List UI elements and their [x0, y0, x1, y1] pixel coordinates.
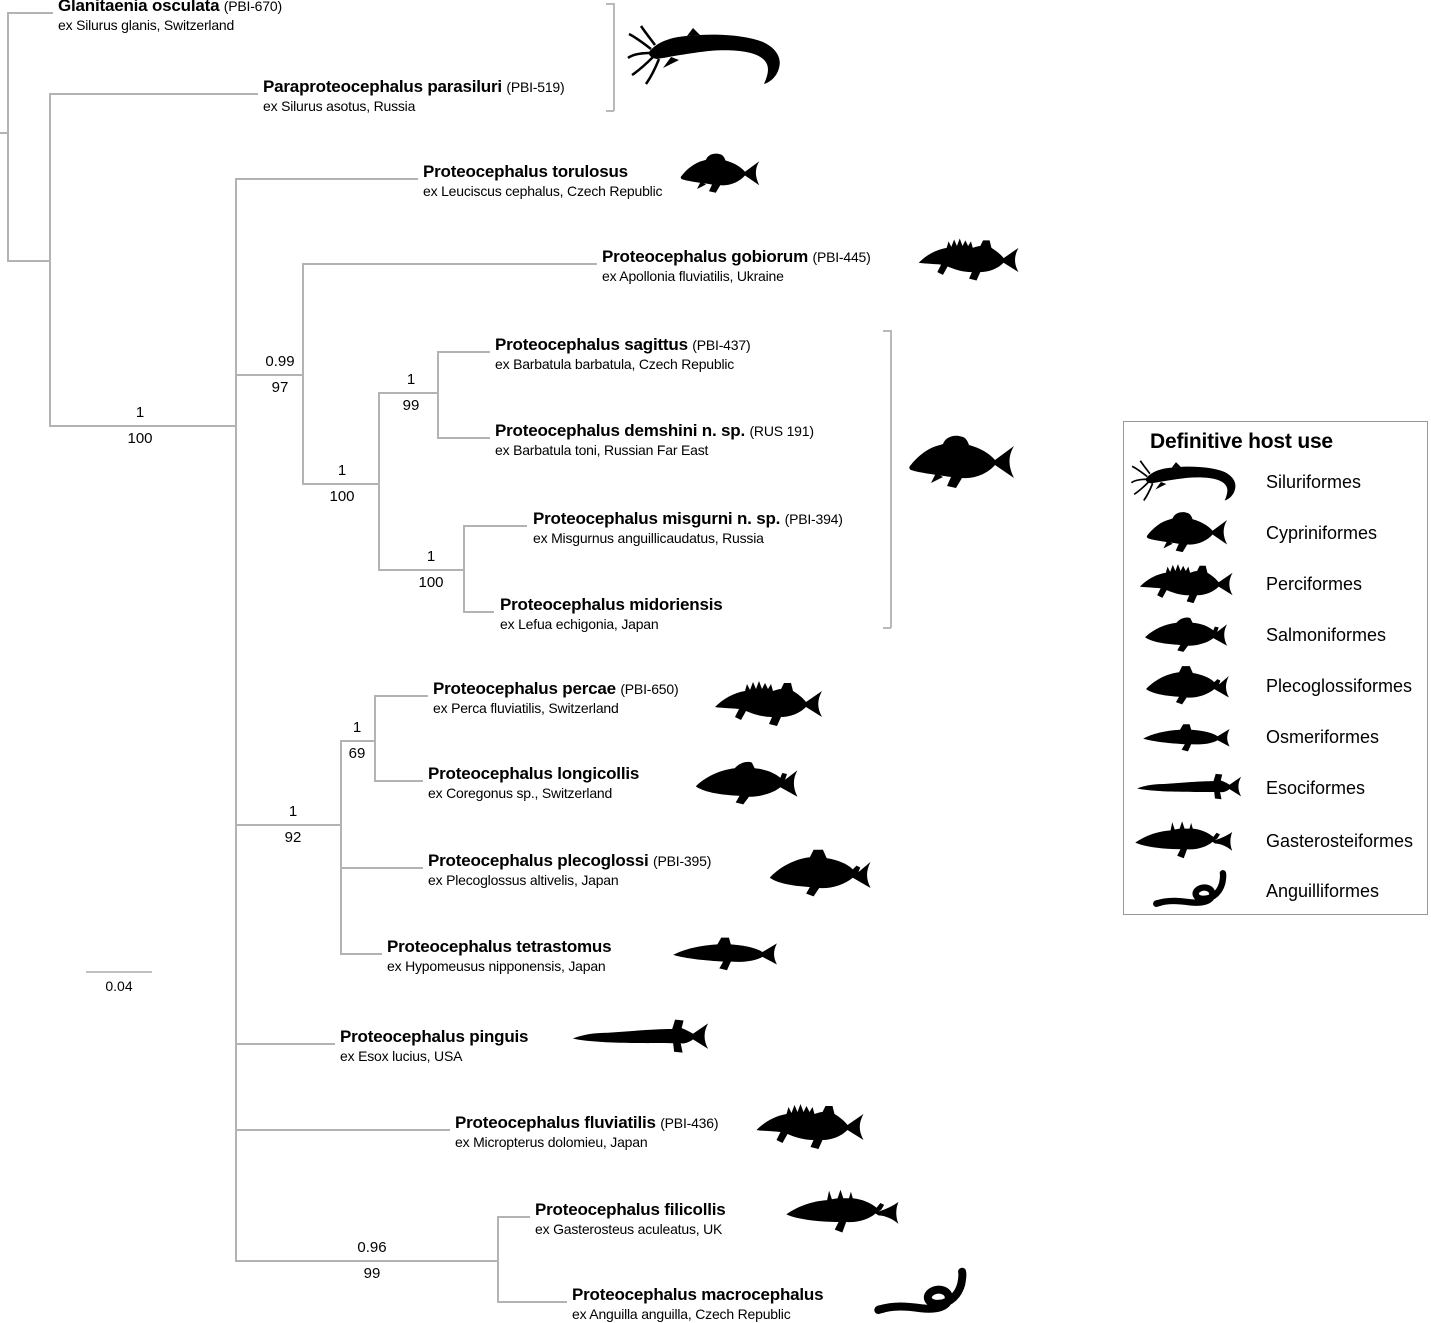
clade-bracket	[883, 627, 891, 629]
isolate-code: (PBI-436)	[660, 1115, 719, 1131]
siluriformes-icon	[626, 22, 798, 92]
taxon-label	[433, 680, 678, 716]
tree-edge	[340, 867, 423, 869]
bootstrap-value: 69	[348, 745, 366, 762]
support-values	[258, 803, 328, 846]
host-locality: ex Apollonia fluviatilis, Ukraine	[602, 268, 784, 284]
bootstrap-value: 99	[402, 397, 420, 414]
posterior-probability: 1	[337, 462, 347, 479]
gasterosteiformes-icon	[778, 1184, 920, 1241]
tree-edge	[340, 953, 382, 955]
plecoglossiformes-icon	[748, 846, 896, 902]
cypriniformes-icon	[676, 150, 766, 198]
legend-item-label: Salmoniformes	[1266, 625, 1387, 645]
tree-edge	[437, 437, 490, 439]
scale-bar-label: 0.04	[105, 978, 133, 994]
catfish-silhouette-icon	[1130, 458, 1248, 506]
legend-item-label: Plecoglossiformes	[1266, 676, 1413, 696]
species-name: Proteocephalus demshini n. sp.	[495, 421, 745, 440]
stickleback-silhouette-icon	[1132, 814, 1247, 868]
species-name: Proteocephalus filicollis	[535, 1200, 726, 1219]
isolate-code: (PBI-437)	[692, 337, 751, 353]
bootstrap-value: 97	[271, 379, 289, 396]
host-locality: ex Plecoglossus altivelis, Japan	[428, 872, 619, 888]
posterior-probability: 0.99	[265, 353, 295, 370]
species-name: Proteocephalus misgurni n. sp.	[533, 509, 781, 528]
tree-edge	[497, 1216, 530, 1218]
posterior-probability: 1	[426, 548, 436, 565]
tree-edge	[235, 1129, 450, 1131]
taxon-label	[387, 938, 611, 974]
posterior-probability: 1	[352, 719, 362, 736]
ayu-silhouette-icon	[1134, 663, 1244, 709]
posterior-probability: 0.96	[357, 1239, 387, 1256]
scale-bar	[86, 971, 152, 973]
carp-silhouette-icon	[1138, 510, 1238, 556]
taxon-label	[500, 596, 722, 632]
species-name: Proteocephalus macrocephalus	[572, 1285, 824, 1304]
tree-edge	[235, 178, 418, 180]
tree-edge	[463, 611, 494, 613]
species-name: Proteocephalus midoriensis	[500, 595, 723, 614]
esociformes-icon	[565, 1012, 717, 1064]
bootstrap-value: 100	[418, 574, 444, 591]
bootstrap-value: 92	[284, 829, 302, 846]
clade-bracket	[613, 3, 615, 111]
taxon-label	[423, 163, 662, 199]
host-locality: ex Gasterosteus aculeatus, UK	[535, 1221, 723, 1237]
host-locality: ex Barbatula toni, Russian Far East	[495, 442, 709, 458]
legend-item-label: Perciformes	[1266, 574, 1363, 594]
legend-item-label: Esociformes	[1266, 778, 1366, 798]
tree-edge	[235, 178, 237, 1260]
host-locality: ex Perca fluviatilis, Switzerland	[433, 700, 619, 716]
isolate-code: (PBI-519)	[506, 79, 565, 95]
isolate-code: (PBI-445)	[812, 249, 871, 265]
tree-edge	[7, 12, 53, 14]
legend-box	[1123, 421, 1428, 915]
species-name: Proteocephalus tetrastomus	[387, 937, 612, 956]
salmoniformes-icon	[680, 755, 818, 812]
bootstrap-value: 100	[127, 430, 153, 447]
clade-bracket	[883, 330, 891, 332]
host-locality: ex Leuciscus cephalus, Czech Republic	[423, 183, 663, 199]
legend-item-label: Anguilliformes	[1266, 881, 1380, 901]
taxon-label	[428, 765, 639, 801]
tree-edge	[497, 1301, 567, 1303]
support-values	[396, 548, 466, 591]
posterior-probability: 1	[406, 371, 416, 388]
tree-edge	[302, 263, 597, 265]
host-locality: ex Silurus glanis, Switzerland	[58, 17, 235, 33]
anguilliformes-icon	[873, 1267, 971, 1321]
host-locality: ex Barbatula barbatula, Czech Republic	[495, 356, 735, 372]
support-values	[322, 719, 392, 762]
cypriniformes-icon	[903, 430, 1023, 496]
isolate-code: (RUS 191)	[749, 423, 814, 439]
host-locality: ex Misgurnus anguillicaudatus, Russia	[533, 530, 764, 546]
isolate-code: (PBI-395)	[653, 853, 712, 869]
tree-edge	[235, 1043, 335, 1045]
species-name: Proteocephalus plecoglossi	[428, 851, 649, 870]
species-name: Proteocephalus longicollis	[428, 764, 640, 783]
host-locality: ex Anguilla anguilla, Czech Republic	[572, 1306, 791, 1322]
species-name: Proteocephalus sagittus	[495, 335, 688, 354]
host-locality: ex Esox lucius, USA	[340, 1048, 463, 1064]
eel-silhouette-icon	[1152, 869, 1230, 913]
pike-silhouette-icon	[1132, 768, 1247, 808]
taxon-label	[495, 422, 814, 458]
tree-edge	[374, 695, 428, 697]
taxon-label	[495, 336, 750, 372]
legend-item-label: Cypriniformes	[1266, 523, 1378, 543]
species-name: Proteocephalus torulosus	[423, 162, 628, 181]
perciformes-icon	[708, 674, 832, 734]
posterior-probability: 1	[288, 803, 298, 820]
tree-edge	[7, 12, 9, 261]
host-locality: ex Lefua echigonia, Japan	[500, 616, 659, 632]
taxon-label	[602, 248, 871, 284]
host-locality: ex Coregonus sp., Switzerland	[428, 785, 613, 801]
tree-edge	[437, 351, 490, 353]
taxon-label	[455, 1114, 718, 1150]
tree-edge	[378, 392, 380, 569]
osmeriformes-icon	[660, 929, 794, 977]
tree-edge	[497, 1216, 499, 1302]
tree-edge	[463, 525, 527, 527]
support-values	[337, 1239, 407, 1282]
support-values	[245, 353, 315, 396]
legend-item-label: Osmeriformes	[1266, 727, 1380, 747]
species-name: Proteocephalus fluviatilis	[455, 1113, 656, 1132]
perciformes-icon	[748, 1097, 875, 1157]
bootstrap-value: 100	[329, 488, 355, 505]
host-locality: ex Silurus asotus, Russia	[263, 98, 416, 114]
tree-edge	[49, 93, 51, 425]
taxon-label	[263, 78, 564, 114]
species-name: Paraproteocephalus parasiluri	[263, 77, 502, 96]
taxon-label	[428, 852, 711, 888]
taxon-label	[535, 1201, 726, 1237]
support-values	[376, 371, 446, 414]
perciformes-icon	[910, 232, 1030, 288]
trout-silhouette-icon	[1134, 612, 1242, 658]
species-name: Proteocephalus pinguis	[340, 1027, 529, 1046]
host-locality: ex Hypomeusus nipponensis, Japan	[387, 958, 606, 974]
taxon-label	[533, 510, 843, 546]
tree-edge	[340, 740, 342, 954]
perch-silhouette-icon	[1130, 558, 1245, 610]
clade-bracket	[606, 3, 614, 5]
tree-edge	[374, 780, 423, 782]
species-name: Proteocephalus gobiorum	[602, 247, 809, 266]
tree-edge	[49, 93, 258, 95]
host-locality: ex Micropterus dolomieu, Japan	[455, 1134, 648, 1150]
support-values	[105, 404, 175, 447]
bootstrap-value: 99	[363, 1265, 381, 1282]
legend-item-label: Gasterosteiformes	[1266, 831, 1414, 851]
smelt-silhouette-icon	[1136, 717, 1240, 757]
isolate-code: (PBI-670)	[223, 0, 282, 14]
taxon-label	[58, 0, 282, 33]
legend-item-label: Siluriformes	[1266, 472, 1362, 492]
support-values	[307, 462, 377, 505]
legend-title: Definitive host use	[1150, 430, 1333, 453]
species-name: Glanitaenia osculata	[58, 0, 220, 15]
clade-bracket	[606, 110, 614, 112]
clade-bracket	[890, 330, 892, 628]
posterior-probability: 1	[135, 404, 145, 421]
isolate-code: (PBI-394)	[784, 511, 843, 527]
taxon-label	[572, 1286, 823, 1322]
taxon-label	[340, 1028, 528, 1064]
tree-edge	[7, 260, 49, 262]
species-name: Proteocephalus percae	[433, 679, 616, 698]
isolate-code: (PBI-650)	[620, 681, 679, 697]
